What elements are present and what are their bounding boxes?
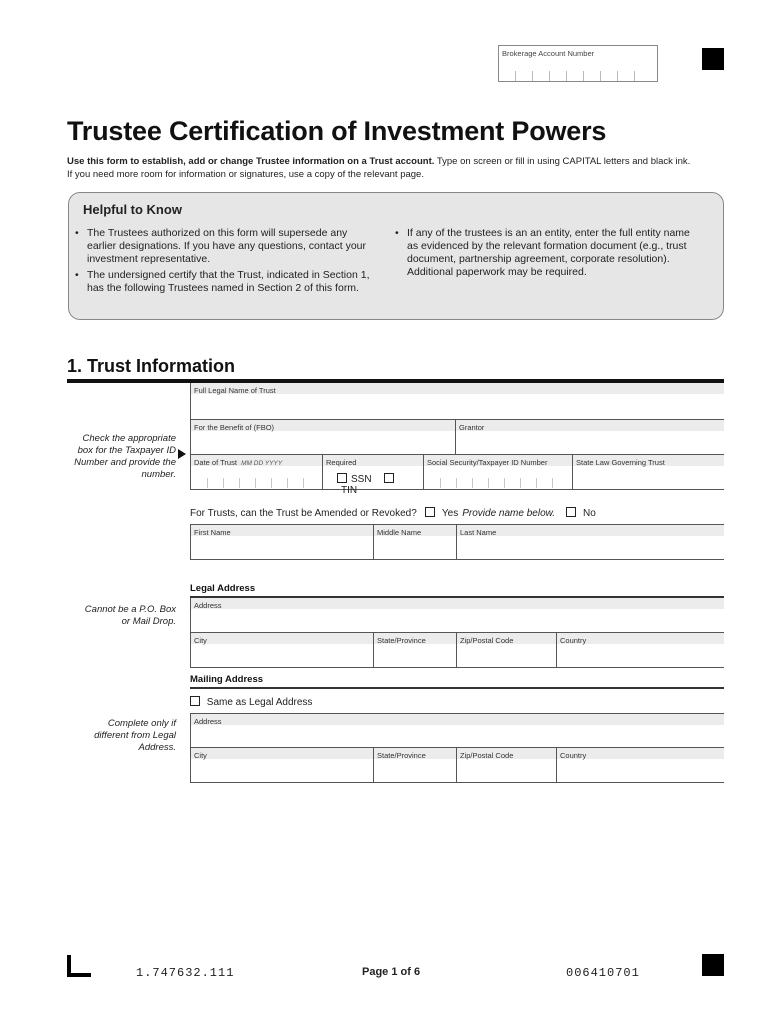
mailing-address-heading: Mailing Address — [190, 674, 264, 685]
section-title: 1. Trust Information — [67, 356, 236, 376]
helpful-left-col — [75, 227, 375, 298]
helpful-item: • The undersigned certify that the Trust, indicated in Section 1, has the following Trustees named in Section 2 of this form. — [75, 269, 375, 295]
helpful-item: • If any of the trustees is an an entity, enter the full entity name as evidenced by the relevant formation document (e.g., trust document, partnership agreement, corporate resolution). Additional paperwork may be required. — [395, 227, 695, 279]
mailing-city-row — [190, 748, 724, 783]
legal-city-field[interactable] — [190, 633, 373, 667]
ssn-checkbox[interactable] — [337, 473, 347, 483]
mailing-address-rule — [190, 687, 724, 689]
trustee-name-row — [190, 524, 724, 560]
amend-yes-note: Provide name below. — [462, 508, 556, 519]
brokerage-account-field[interactable] — [498, 45, 658, 82]
state-law-field[interactable] — [572, 455, 724, 489]
legal-country-label: Country — [560, 636, 587, 645]
required-label: Required — [326, 458, 357, 467]
registration-mark-bottom — [702, 954, 724, 976]
mailing-zip-label: Zip/Postal Code — [460, 751, 514, 760]
intro-line2: If you need more room for information or signatures, use a copy of the relevant page. — [67, 169, 424, 180]
fbo-label: For the Benefit of (FBO) — [194, 423, 275, 432]
same-as-legal-label: Same as Legal Address — [206, 697, 313, 708]
helpful-item: • The Trustees authorized on this form will supersede any earlier designations. If you have any questions, contact your investment representative. — [75, 227, 375, 266]
mailing-country-label: Country — [560, 751, 587, 760]
amend-no-label: No — [583, 508, 596, 519]
amend-yes-checkbox[interactable] — [425, 507, 435, 517]
helpful-box — [68, 192, 724, 320]
legal-country-field[interactable] — [556, 633, 724, 667]
account-digit-ticks — [499, 69, 657, 81]
mailing-city-field[interactable] — [190, 748, 373, 782]
ssn-tin-options — [337, 473, 423, 496]
mailing-state-label: State/Province — [377, 751, 426, 760]
mailing-country-field[interactable] — [556, 748, 724, 782]
amend-question: For Trusts, can the Trust be Amended or Revoked? — [190, 508, 417, 519]
first-name-label: First Name — [194, 528, 231, 537]
legal-address-label: Address — [194, 601, 222, 610]
helpful-right-col — [395, 227, 695, 282]
last-name-field[interactable] — [456, 525, 724, 559]
corner-mark — [67, 955, 91, 977]
ssn-label: SSN — [351, 474, 372, 485]
same-as-legal-line — [190, 696, 322, 708]
form-number: 1.747632.111 — [136, 966, 235, 980]
fbo-field[interactable] — [190, 420, 455, 454]
page-number: Page 1 of 6 — [362, 966, 421, 978]
grantor-field[interactable] — [455, 420, 724, 454]
pointer-arrow-icon — [178, 449, 187, 459]
amend-no-checkbox[interactable] — [566, 507, 576, 517]
amend-yes-label: Yes — [441, 508, 459, 519]
mailing-address-label: Address — [194, 717, 222, 726]
legal-city-label: City — [194, 636, 207, 645]
tin-label: TIN — [341, 485, 358, 496]
mailing-zip-field[interactable] — [456, 748, 556, 782]
tax-id-row — [190, 455, 724, 496]
date-of-trust-field[interactable] — [190, 455, 322, 489]
intro-text — [67, 155, 757, 181]
legal-zip-label: Zip/Postal Code — [460, 636, 514, 645]
mailing-state-field[interactable] — [373, 748, 456, 782]
middle-name-label: Middle Name — [377, 528, 422, 537]
grantor-label: Grantor — [459, 423, 485, 432]
first-name-field[interactable] — [190, 525, 373, 559]
tin-checkbox[interactable] — [384, 473, 394, 483]
state-law-label: State Law Governing Trust — [576, 458, 665, 467]
legal-zip-field[interactable] — [456, 633, 556, 667]
last-name-label: Last Name — [460, 528, 497, 537]
full-legal-name-label: Full Legal Name of Trust — [194, 386, 276, 395]
legal-state-label: State/Province — [377, 636, 426, 645]
legal-address-heading: Legal Address — [190, 583, 256, 594]
mailing-city-label: City — [194, 751, 207, 760]
helpful-title: Helpful to Know — [83, 202, 182, 217]
tax-id-field[interactable] — [423, 455, 572, 489]
mailing-address-field[interactable] — [190, 713, 724, 748]
fbo-grantor-row — [190, 420, 724, 455]
tax-id-label: Social Security/Taxpayer ID Number — [427, 458, 548, 467]
legal-address-field[interactable] — [190, 598, 724, 633]
mailing-note: Complete only if different from Legal Address. — [94, 718, 176, 753]
required-cell — [322, 455, 423, 496]
intro-rest: Type on screen or fill in using CAPITAL letters and black ink. — [434, 156, 691, 167]
po-box-note: Cannot be a P.O. Box or Mail Drop. — [84, 604, 176, 627]
registration-mark-top — [702, 48, 724, 70]
brokerage-account-label: Brokerage Account Number — [502, 49, 595, 58]
full-legal-name-field[interactable] — [190, 383, 724, 420]
intro-bold: Use this form to establish, add or change Trustee information on a Trust account. — [67, 156, 435, 167]
page-title: Trustee Certification of Investment Powers — [67, 116, 607, 146]
form-code: 006410701 — [566, 966, 640, 980]
amend-question-line — [190, 507, 606, 519]
middle-name-field[interactable] — [373, 525, 456, 559]
legal-city-row — [190, 633, 724, 668]
same-as-legal-checkbox[interactable] — [190, 696, 200, 706]
date-of-trust-label: Date of Trust MM DD YYYY — [194, 458, 283, 467]
taxpayer-note: Check the appropriate box for the Taxpayer ID Number and provide the number. — [74, 433, 176, 480]
legal-state-field[interactable] — [373, 633, 456, 667]
